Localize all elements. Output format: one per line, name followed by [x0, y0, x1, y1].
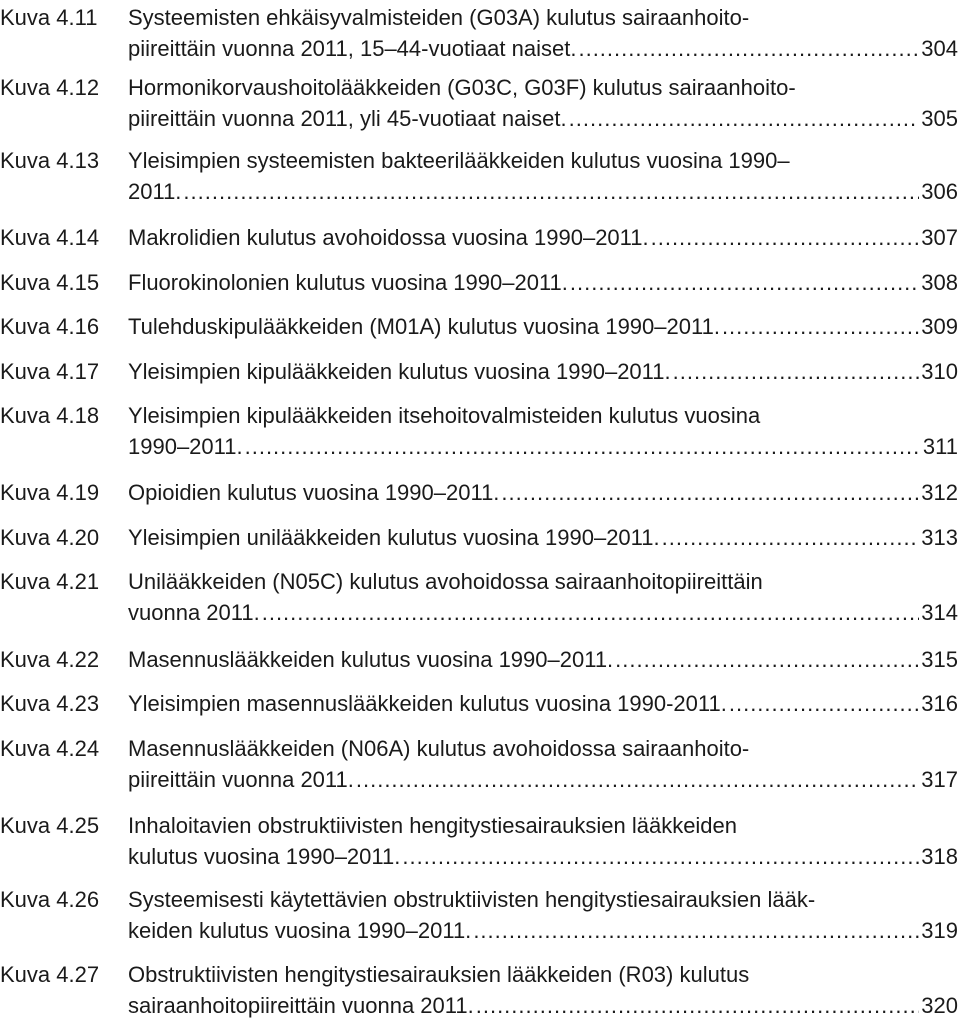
entry-title: Obstruktiivisten hengitystiesairauksien lääkkeiden (R03) kulutus: [128, 962, 750, 987]
figure-label: Kuva 4.13: [0, 148, 100, 173]
figure-label: Kuva 4.21: [0, 569, 100, 594]
entry-title: Systeemisten ehkäisyvalmisteiden (G03A) kulutus sairaanhoito-: [128, 5, 750, 30]
entry-title: Yleisimpien kipulääkkeiden itsehoitovalmisteiden kulutus vuosina: [128, 403, 761, 428]
dot-leader: [245, 431, 921, 462]
dot-leader: [402, 841, 919, 872]
entry-title: Yleisimpien masennuslääkkeiden kulutus vuosina 1990-2011.: [128, 691, 727, 716]
page-number: 310: [921, 359, 958, 384]
dot-leader: [578, 33, 919, 64]
page-number: 316: [921, 691, 958, 716]
dot-leader: [570, 267, 919, 298]
dot-leader: [662, 522, 920, 553]
entry-title-continued: piireittäin vuonna 2011, 15–44-vuotiaat naiset.: [128, 36, 577, 61]
page-number: 307: [921, 225, 958, 250]
page-number: 309: [921, 314, 958, 339]
page-number: 318: [921, 844, 958, 869]
entry-title: Yleisimpien unilääkkeiden kulutus vuosina 1990–2011.: [128, 525, 660, 550]
dot-leader: [569, 103, 920, 134]
dot-leader: [476, 990, 920, 1021]
entry-title-continued: piireittäin vuonna 2011.: [128, 767, 354, 792]
page-number: 313: [921, 525, 958, 550]
page-number: 304: [921, 36, 958, 61]
entry-title: Opioidien kulutus vuosina 1990–2011.: [128, 480, 500, 505]
entry-title: Masennuslääkkeiden (N06A) kulutus avohoidossa sairaanhoito-: [128, 736, 750, 761]
entry-title-continued: piireittäin vuonna 2011, yli 45-vuotiaat naiset.: [128, 106, 567, 131]
dot-leader: [262, 597, 920, 628]
figure-label: Kuva 4.11: [0, 5, 98, 30]
figure-label: Kuva 4.19: [0, 480, 100, 505]
dot-leader: [615, 644, 919, 675]
dot-leader: [356, 764, 919, 795]
dot-leader: [722, 311, 919, 342]
page-number: 315: [921, 647, 958, 672]
page-number: 317: [921, 767, 958, 792]
entry-title: Yleisimpien systeemisten bakteerilääkkeiden kulutus vuosina 1990–: [128, 148, 790, 173]
entry-title: Makrolidien kulutus avohoidossa vuosina 1990–2011.: [128, 225, 649, 250]
entry-title: Hormonikorvaushoitolääkkeiden (G03C, G03F) kulutus sairaanhoito-: [128, 75, 796, 100]
figure-label: Kuva 4.27: [0, 962, 100, 987]
entry-title-continued: vuonna 2011.: [128, 600, 260, 625]
figure-label: Kuva 4.20: [0, 525, 100, 550]
figure-label: Kuva 4.22: [0, 647, 100, 672]
figure-label: Kuva 4.25: [0, 813, 100, 838]
entry-title: Masennuslääkkeiden kulutus vuosina 1990–2011.: [128, 647, 614, 672]
page-number: 306: [921, 179, 958, 204]
dot-leader: [729, 688, 919, 719]
figure-label: Kuva 4.15: [0, 270, 100, 295]
figure-label: Kuva 4.16: [0, 314, 100, 339]
dot-leader: [183, 176, 919, 207]
entry-title: Inhaloitavien obstruktiivisten hengitystiesairauksien lääkkeiden: [128, 813, 738, 838]
entry-title-continued: 1990–2011.: [128, 434, 243, 459]
entry-title: Unilääkkeiden (N05C) kulutus avohoidossa sairaanhoitopiireittäin: [128, 569, 763, 594]
page-number: 308: [921, 270, 958, 295]
figure-label: Kuva 4.24: [0, 736, 100, 761]
page-number: 312: [921, 480, 958, 505]
entry-title-continued: sairaanhoitopiireittäin vuonna 2011.: [128, 993, 474, 1018]
figure-label: Kuva 4.12: [0, 75, 100, 100]
dot-leader: [673, 356, 920, 387]
page-number: 314: [921, 600, 958, 625]
entry-title-continued: kulutus vuosina 1990–2011.: [128, 844, 401, 869]
entry-title-continued: keiden kulutus vuosina 1990–2011.: [128, 918, 472, 943]
figure-label: Kuva 4.23: [0, 691, 100, 716]
entry-title: Tulehduskipulääkkeiden (M01A) kulutus vuosina 1990–2011.: [128, 314, 720, 339]
figure-label: Kuva 4.17: [0, 359, 100, 384]
dot-leader: [473, 915, 919, 946]
page-number: 320: [921, 993, 958, 1018]
entry-title-continued: 2011.: [128, 179, 182, 204]
entry-title: Fluorokinolonien kulutus vuosina 1990–2011.: [128, 270, 568, 295]
page-number: 319: [921, 918, 958, 943]
dot-leader: [501, 477, 919, 508]
dot-leader: [651, 222, 920, 253]
entry-title: Yleisimpien kipulääkkeiden kulutus vuosina 1990–2011.: [128, 359, 671, 384]
page-number: 305: [921, 106, 958, 131]
figure-label: Kuva 4.14: [0, 225, 100, 250]
figure-label: Kuva 4.18: [0, 403, 100, 428]
figure-label: Kuva 4.26: [0, 887, 100, 912]
page-number: 311: [922, 434, 958, 459]
entry-title: Systeemisesti käytettävien obstruktiivisten hengitystiesairauksien lääk-: [128, 887, 816, 912]
